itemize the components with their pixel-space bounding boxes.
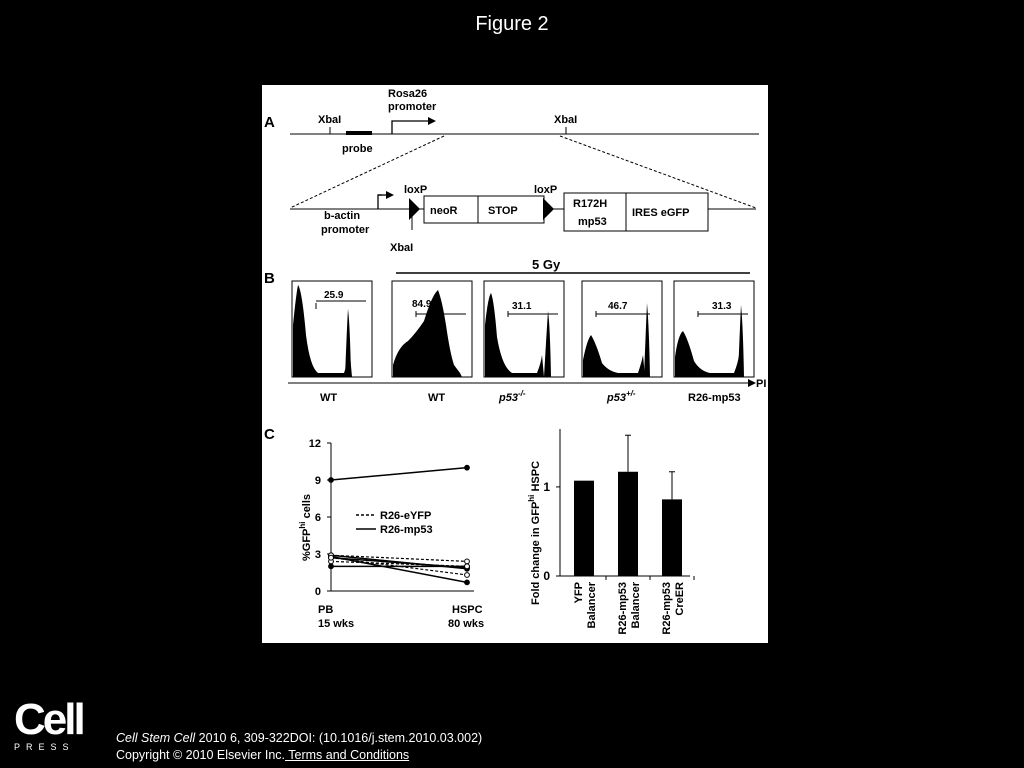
rosa26-promoter-label-2: promoter — [388, 101, 437, 113]
xbal-mid-label: XbaI — [390, 242, 414, 254]
pi-axis-label: PI — [756, 378, 767, 390]
mp53-label: mp53 — [578, 216, 607, 228]
bar-chart-y-ticks — [543, 480, 560, 583]
bar — [618, 472, 638, 576]
cell-press-logo — [14, 695, 84, 752]
loxp-triangle-2 — [543, 198, 554, 220]
series-point — [465, 564, 470, 569]
loxp-triangle-1 — [409, 198, 420, 220]
series-point — [465, 573, 470, 578]
bar — [574, 481, 594, 576]
histogram-2 — [392, 281, 472, 404]
gate-value-1: 25.9 — [324, 290, 344, 301]
legend-mp53-label: R26-mp53 — [380, 524, 433, 536]
bar-category-label-line1: R26-mp53 — [617, 582, 629, 635]
logo-press: PRESS — [14, 742, 75, 752]
bar-category-label-line2: Balancer — [630, 582, 642, 629]
histogram-label-4: p53+/- — [607, 389, 636, 404]
histogram-4 — [582, 281, 662, 404]
bar-category-label — [617, 581, 642, 634]
histogram-label-5: R26-mp53 — [688, 392, 741, 404]
series-point — [465, 580, 470, 585]
ires-egfp-label: IRES eGFP — [632, 207, 690, 219]
rosa26-arrowhead — [428, 117, 436, 125]
histogram-3 — [484, 281, 564, 404]
histogram-1 — [292, 281, 372, 404]
bar-chart-category-labels — [573, 581, 686, 634]
slide-title: Figure 2 — [475, 13, 549, 35]
gate-value-2: 84.9 — [412, 299, 432, 310]
xbal-right-label: XbaI — [554, 114, 578, 126]
neor-label: neoR — [430, 205, 458, 217]
gate-value-4: 46.7 — [608, 301, 628, 312]
histogram-5 — [674, 281, 754, 404]
series-point — [465, 559, 470, 564]
line-chart — [298, 438, 484, 630]
panel-b-letter: B — [264, 270, 275, 287]
panel-c-letter: C — [264, 426, 275, 443]
citation-text: 2010 6, 309-322DOI: (10.1016/j.stem.2010.03.002) — [195, 731, 483, 745]
loxp-label-2: loxP — [534, 184, 558, 196]
rosa26-promoter-label-1: Rosa26 — [388, 88, 428, 100]
panel-a-letter: A — [264, 114, 275, 131]
r172h-label: R172H — [573, 198, 608, 210]
bar-category-label-line1: YFP — [573, 582, 585, 604]
bar — [662, 499, 682, 576]
series-point — [329, 478, 334, 483]
bar-category-label-line1: R26-mp53 — [661, 582, 673, 635]
logo-word: Cell — [14, 695, 83, 744]
line-y-tick-label: 3 — [314, 549, 321, 561]
series-point — [465, 465, 470, 470]
line-y-tick-label: 0 — [314, 586, 321, 598]
bactin-label-1: b-actin — [324, 210, 361, 222]
bar-category-label-line2: Balancer — [586, 582, 598, 629]
gate-value-3: 31.1 — [512, 301, 532, 312]
copyright-text: Copyright © 2010 Elsevier Inc. — [116, 748, 286, 762]
line-y-tick-label: 9 — [314, 475, 321, 487]
dose-label: 5 Gy — [532, 257, 561, 272]
stop-label: STOP — [488, 205, 518, 217]
series-line — [331, 468, 467, 480]
bar-chart-bars — [574, 435, 694, 580]
bar-chart-y-label: Fold change in $GFP^{hi}$ HSPC — [527, 460, 542, 605]
loxp-label-1: loxP — [404, 184, 428, 196]
bactin-arrow-stem — [378, 195, 382, 209]
terms-link[interactable]: Terms and Conditions — [285, 748, 410, 762]
bactin-arrowhead — [386, 191, 394, 199]
bar-chart — [527, 429, 694, 635]
rosa26-promoter-arrow — [392, 121, 428, 134]
line-y-tick-label: 6 — [314, 512, 321, 524]
probe-bar — [346, 131, 372, 135]
copyright-line — [116, 748, 409, 762]
bar-category-label — [661, 582, 686, 635]
x-label-hspc-2: 80 wks — [448, 618, 485, 630]
histogram-label-3: p53-/- — [499, 389, 526, 404]
bar-y-tick-label: 1 — [543, 479, 550, 494]
journal-name: Cell Stem Cell — [116, 731, 196, 745]
figure-panel — [262, 85, 768, 643]
bar-category-label — [573, 581, 598, 628]
xbal-left-label: XbaI — [318, 114, 342, 126]
x-label-pb-1: PB — [318, 604, 334, 616]
bar-y-tick-label: 0 — [543, 569, 550, 583]
probe-label: probe — [342, 143, 373, 155]
gate-value-5: 31.3 — [712, 301, 732, 312]
pi-axis-arrowhead — [748, 379, 756, 387]
x-label-pb-2: 15 wks — [318, 618, 355, 630]
series-point — [329, 555, 334, 560]
bactin-label-2: promoter — [321, 224, 370, 236]
bar-category-label-line2: CreER — [674, 582, 686, 616]
series-point — [329, 564, 334, 569]
citation-line — [116, 731, 482, 745]
line-y-tick-label: 12 — [308, 438, 321, 450]
x-label-hspc-1: HSPC — [452, 604, 483, 616]
legend-eyfp-label: R26-eYFP — [380, 510, 432, 522]
histogram-label-2: WT — [428, 392, 446, 404]
histograms — [292, 281, 754, 404]
line-chart-y-label: $\%GFP^{hi}$ cells — [298, 493, 313, 561]
histogram-label-1: WT — [320, 392, 338, 404]
